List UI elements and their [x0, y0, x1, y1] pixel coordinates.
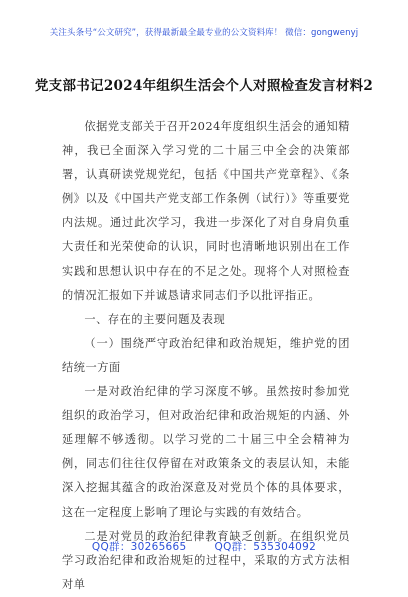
document-title: 党支部书记2024年组织生活会个人对照检查发言材料2	[34, 78, 374, 94]
footer	[0, 539, 408, 554]
body-paragraph: 一是对政治纪律的学习深度不够。虽然按时参加党组织的政治学习，但对政治纪律和政治规矩的内涵、外延理解不够透彻。以学习党的二十届三中全会精神为例，同志们往往仅停留在对政策条文的表层认知，未能深入挖掘其蕴含的政治深意及对党员个体的具体要求，这在一定程度上影响了理论与实践的有效结合。	[62, 385, 350, 519]
intro-paragraph: 依据党支部关于召开2024年度组织生活会的通知精神，我已全面深入学习党的二十届三中全会的决策部署，认真研读党规党纪，包括《中国共产党章程》、《条例》以及《中国共产党支部工作条例（试行）》等重要党内法规。通过此次学习，我进一步深化了对自身肩负重大责任和光荣使命的认识，同时也清晰地识别出在工作实践和思想认识中存在的不足之处。现将个人对照检查的情况汇报如下并诚恳请求同志们予以批评指正。	[62, 120, 350, 302]
body-paragraph: 二是对党员的政治纪律教育缺乏创新。在组织党员学习政治纪律和政治规矩的过程中，采取的方式方法相对单	[62, 529, 350, 591]
promo-header: 关注头条号“公文研究”，获得最新最全最专业的公文资料库！ 微信：gongwenyj	[49, 28, 359, 38]
document-body	[62, 115, 350, 597]
qq-group-2: QQ群：535304092	[214, 541, 317, 553]
section-heading: 一、存在的主要问题及表现	[84, 312, 226, 326]
subsection-heading: （一）围绕严守政治纪律和政治规矩，维护党的团结统一方面	[62, 336, 350, 374]
qq-group-1: QQ群：30265665	[91, 541, 187, 553]
